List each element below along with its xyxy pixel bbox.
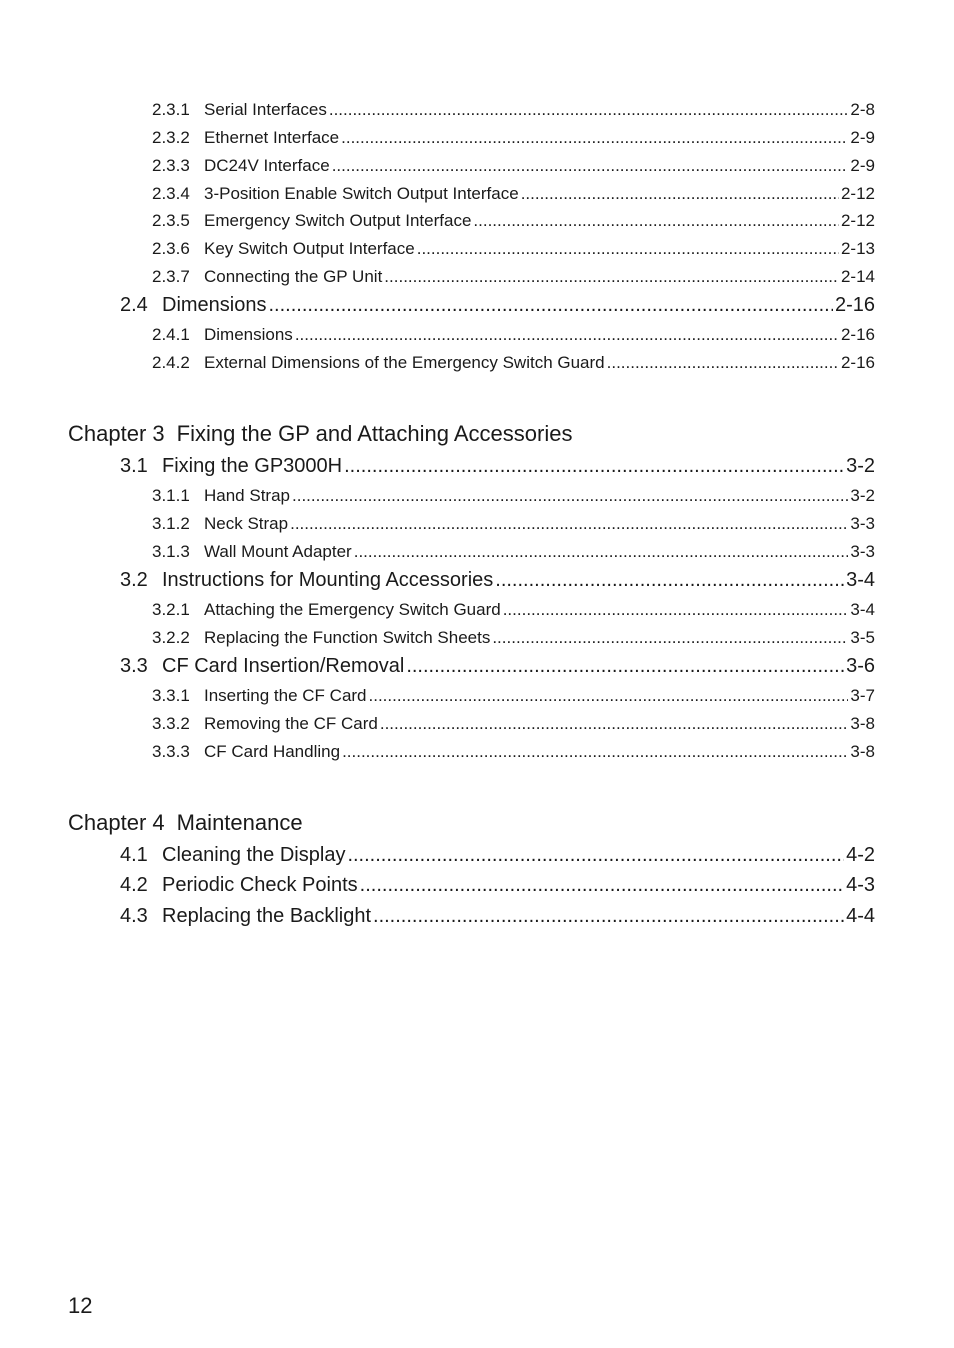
- entry-title: Inserting the CF Card: [204, 686, 367, 705]
- entry-number: 3.2.2: [152, 628, 190, 647]
- entry-title: 3-Position Enable Switch Output Interface: [204, 184, 519, 203]
- chapter-number: Chapter 3: [68, 421, 165, 446]
- entry-number: 3.3.2: [152, 714, 190, 733]
- toc-entry-2-4-2[interactable]: [152, 353, 875, 373]
- dot-leader: [292, 486, 848, 506]
- entry-number: 4.3: [120, 905, 148, 927]
- dot-leader: [290, 514, 848, 534]
- toc-entry-3-1-2[interactable]: [152, 514, 875, 534]
- entry-title: CF Card Insertion/Removal: [162, 655, 405, 677]
- entry-page: 3-3: [850, 514, 875, 533]
- entry-page: 2-16: [840, 353, 875, 372]
- entry-number: 3.3.1: [152, 686, 190, 705]
- entry-page: 3-2: [850, 486, 875, 505]
- entry-number: 2.4: [120, 294, 148, 316]
- entry-page: 2-12: [840, 211, 875, 230]
- dot-leader: [373, 905, 844, 928]
- entry-page: 3-6: [846, 655, 875, 677]
- entry-page: 3-3: [850, 542, 875, 561]
- entry-page: 2-14: [840, 267, 875, 286]
- dot-leader: [342, 742, 848, 762]
- entry-page: 4-2: [846, 844, 875, 866]
- entry-number: 4.1: [120, 844, 148, 866]
- entry-title: Wall Mount Adapter: [204, 542, 352, 561]
- toc-entry-3-3-3[interactable]: [152, 742, 875, 762]
- dot-leader: [521, 184, 839, 204]
- chapter-3-heading[interactable]: [68, 421, 572, 447]
- entry-title: Connecting the GP Unit: [204, 267, 383, 286]
- entry-page: 2-9: [850, 156, 875, 175]
- toc-entry-3-3[interactable]: [120, 655, 875, 678]
- dot-leader: [495, 569, 844, 592]
- entry-number: 4.2: [120, 874, 148, 896]
- entry-number: 2.3.5: [152, 211, 190, 230]
- entry-page: 2-9: [850, 128, 875, 147]
- dot-leader: [406, 655, 844, 678]
- entry-page: 3-7: [850, 686, 875, 705]
- entry-title: Replacing the Function Switch Sheets: [204, 628, 491, 647]
- entry-number: 2.3.1: [152, 100, 190, 119]
- toc-entry-3-2[interactable]: [120, 569, 875, 592]
- entry-number: 2.4.2: [152, 353, 190, 372]
- dot-leader: [607, 353, 839, 373]
- entry-title: Neck Strap: [204, 514, 289, 533]
- toc-entry-3-1-3[interactable]: [152, 542, 875, 562]
- dot-leader: [344, 455, 844, 478]
- entry-number: 3.2.1: [152, 600, 190, 619]
- dot-leader: [492, 628, 848, 648]
- chapter-title: Maintenance: [176, 810, 303, 835]
- entry-number: 2.3.3: [152, 156, 190, 175]
- entry-number: 3.1: [120, 455, 148, 477]
- dot-leader: [347, 844, 844, 867]
- dot-leader: [268, 294, 832, 317]
- entry-number: 2.3.4: [152, 184, 190, 203]
- toc-entry-3-2-1[interactable]: [152, 600, 875, 620]
- entry-page: 3-8: [850, 714, 875, 733]
- entry-number: 2.3.2: [152, 128, 190, 147]
- entry-title: Cleaning the Display: [162, 844, 346, 866]
- dot-leader: [332, 156, 849, 176]
- dot-leader: [503, 600, 849, 620]
- entry-title: CF Card Handling: [204, 742, 341, 761]
- entry-title: Serial Interfaces: [204, 100, 327, 119]
- chapter-4-heading[interactable]: [68, 810, 303, 836]
- entry-title: DC24V Interface: [204, 156, 330, 175]
- entry-number: 3.1.1: [152, 486, 190, 505]
- dot-leader: [369, 686, 849, 706]
- toc-entry-2-3-7[interactable]: [152, 267, 875, 287]
- entry-number: 2.3.7: [152, 267, 190, 286]
- dot-leader: [295, 325, 839, 345]
- entry-page: 2-8: [850, 100, 875, 119]
- entry-page: 4-4: [846, 905, 875, 927]
- toc-entry-3-1[interactable]: [120, 455, 875, 478]
- dot-leader: [380, 714, 849, 734]
- entry-page: 3-4: [850, 600, 875, 619]
- entry-page: 2-13: [840, 239, 875, 258]
- toc-entry-2-3-6[interactable]: [152, 239, 875, 259]
- dot-leader: [417, 239, 839, 259]
- toc-entry-2-3-4[interactable]: [152, 184, 875, 204]
- chapter-title: Fixing the GP and Attaching Accessories: [176, 421, 573, 446]
- toc-entry-3-2-2[interactable]: [152, 628, 875, 648]
- toc-entry-2-3-1[interactable]: [152, 100, 875, 120]
- entry-page: 4-3: [846, 874, 875, 896]
- toc-entry-2-3-5[interactable]: [152, 211, 875, 231]
- entry-title: Hand Strap: [204, 486, 290, 505]
- dot-leader: [360, 874, 844, 897]
- toc-entry-4-3[interactable]: [120, 905, 875, 928]
- entry-title: Key Switch Output Interface: [204, 239, 415, 258]
- entry-number: 3.2: [120, 569, 148, 591]
- entry-page: 2-16: [834, 294, 875, 316]
- toc-entry-3-1-1[interactable]: [152, 486, 875, 506]
- toc-entry-3-3-1[interactable]: [152, 686, 875, 706]
- entry-page: 3-4: [846, 569, 875, 591]
- toc-entry-4-1[interactable]: [120, 844, 875, 867]
- entry-page: 3-5: [850, 628, 875, 647]
- dot-leader: [384, 267, 839, 287]
- entry-page: 2-12: [840, 184, 875, 203]
- entry-number: 2.3.6: [152, 239, 190, 258]
- toc-entry-4-2[interactable]: [120, 874, 875, 897]
- toc-entry-2-3-2[interactable]: [152, 128, 875, 148]
- entry-title: Fixing the GP3000H: [162, 455, 343, 477]
- toc-entry-2-4[interactable]: [120, 294, 875, 317]
- entry-title: Instructions for Mounting Accessories: [162, 569, 494, 591]
- entry-title: External Dimensions of the Emergency Switch Guard: [204, 353, 605, 372]
- entry-title: Dimensions: [162, 294, 267, 316]
- toc-entry-2-3-3[interactable]: [152, 156, 875, 176]
- entry-title: Attaching the Emergency Switch Guard: [204, 600, 501, 619]
- entry-page: 3-8: [850, 742, 875, 761]
- entry-number: 2.4.1: [152, 325, 190, 344]
- toc-entry-3-3-2[interactable]: [152, 714, 875, 734]
- chapter-number: Chapter 4: [68, 810, 165, 835]
- entry-number: 3.1.3: [152, 542, 190, 561]
- entry-title: Ethernet Interface: [204, 128, 340, 147]
- entry-title: Removing the CF Card: [204, 714, 378, 733]
- entry-number: 3.3: [120, 655, 148, 677]
- entry-title: Dimensions: [204, 325, 293, 344]
- entry-number: 3.3.3: [152, 742, 190, 761]
- dot-leader: [341, 128, 848, 148]
- dot-leader: [473, 211, 839, 231]
- entry-page: 3-2: [846, 455, 875, 477]
- entry-title: Emergency Switch Output Interface: [204, 211, 472, 230]
- entry-page: 2-16: [840, 325, 875, 344]
- entry-title: Periodic Check Points: [162, 874, 358, 896]
- dot-leader: [354, 542, 849, 562]
- dot-leader: [329, 100, 849, 120]
- toc-entry-2-4-1[interactable]: [152, 325, 875, 345]
- entry-number: 3.1.2: [152, 514, 190, 533]
- page-number: 12: [68, 1293, 93, 1318]
- entry-title: Replacing the Backlight: [162, 905, 372, 927]
